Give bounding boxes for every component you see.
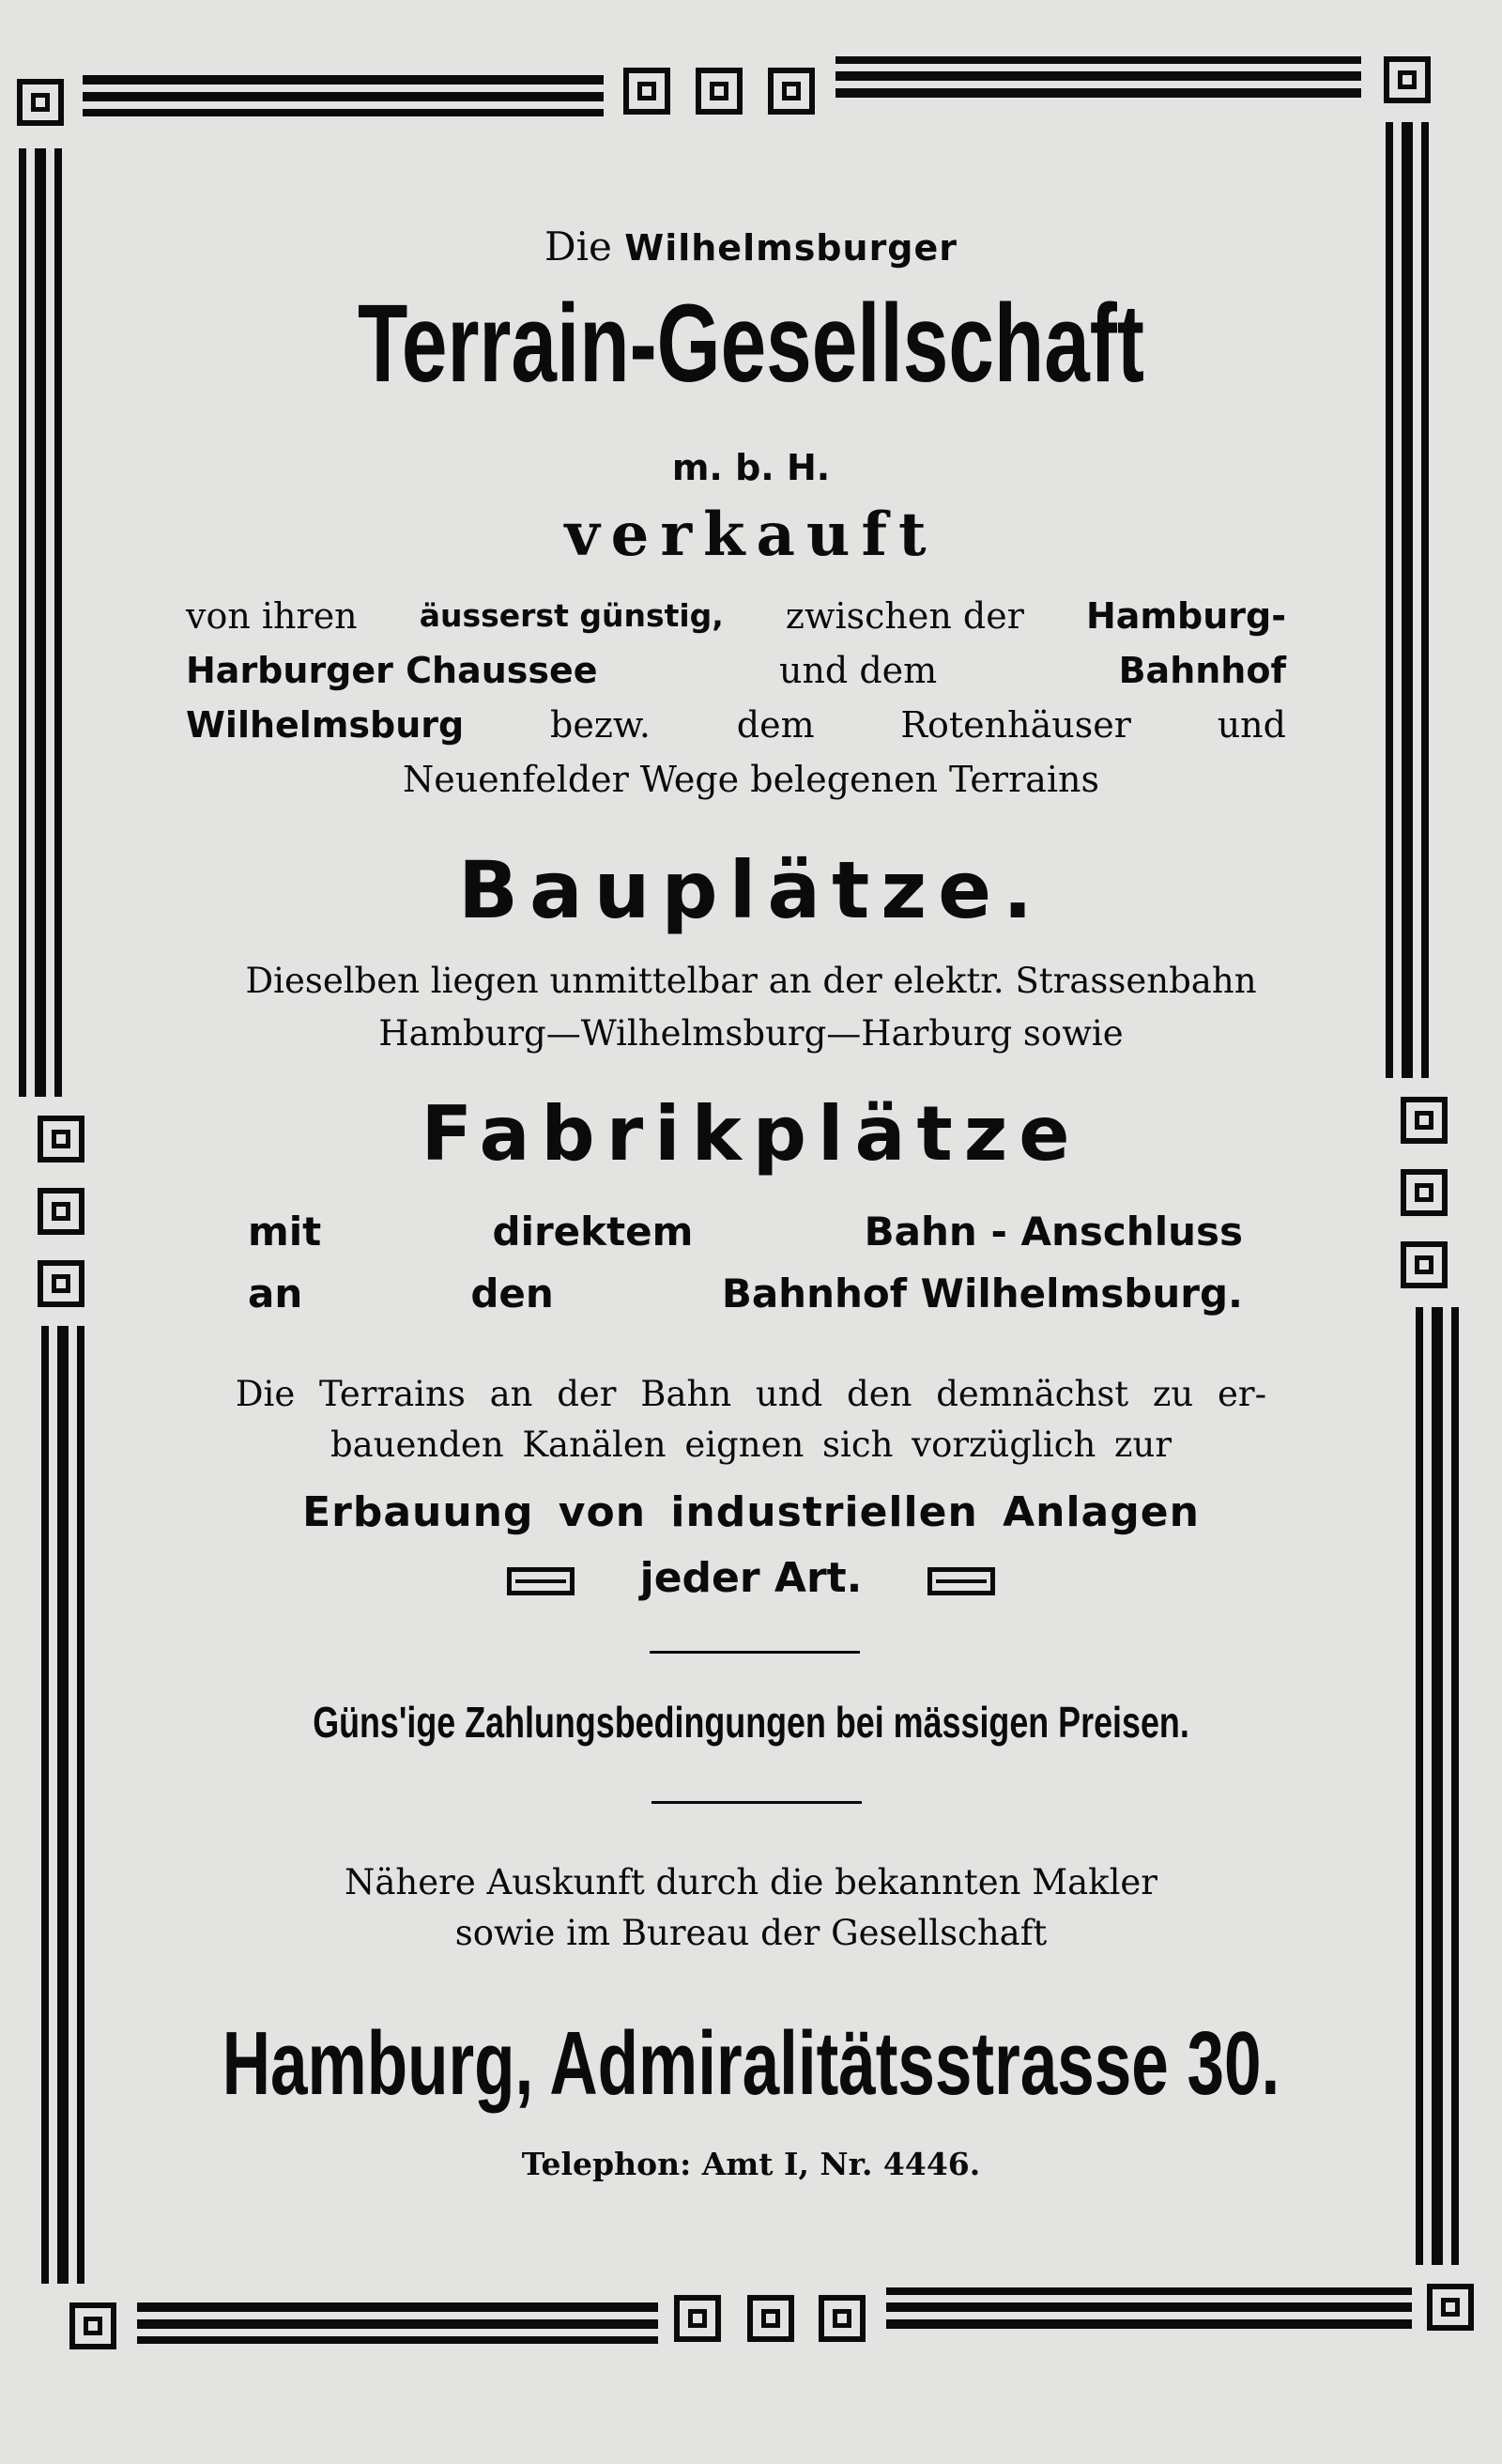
para2-line2: Hamburg—Wilhelmsburg—Harburg sowie <box>378 1013 1124 1054</box>
top-center-square-1 <box>623 68 670 115</box>
intro-prefix: Die <box>544 223 612 270</box>
para1-line3-text-a: Wilhelmsburg <box>186 704 465 746</box>
industry-line2 <box>0 1553 1502 1604</box>
intro-name: Wilhelmsburger <box>624 227 958 269</box>
rail-line1-text-a: mit <box>248 1209 322 1255</box>
para1-line3-text-d: Rotenhäuser <box>900 704 1131 746</box>
ornament-dash-right-icon <box>927 1567 995 1595</box>
para3-line2: bauenden Kanälen eignen sich vorzüglich zur <box>330 1424 1172 1465</box>
company-name: Terrain-Gesellschaft <box>358 282 1144 406</box>
info-line2: sowie im Bureau der Gesellschaft <box>454 1913 1048 1953</box>
para1-line2-text-b: und dem <box>778 650 938 691</box>
para1-line1-text-c: zwischen der <box>785 595 1024 637</box>
rail-line2 <box>248 1270 1243 1318</box>
bottom-center-square-2 <box>747 2295 794 2342</box>
left-middle-square-3 <box>38 1260 84 1307</box>
rail-line2-text-a: an <box>248 1270 303 1317</box>
bottom-center-square-3 <box>819 2295 866 2342</box>
para1-line3-text-e: und <box>1217 704 1286 746</box>
rail-line2-text-c: Bahnhof Wilhelmsburg. <box>721 1270 1243 1317</box>
corner-square-top-left <box>17 79 64 126</box>
divider-rule-2 <box>651 1801 862 1804</box>
legal-form: m. b. H. <box>671 447 831 488</box>
para1-line1-text-b: äusserst günstig, <box>419 597 724 634</box>
para1-line1 <box>186 593 1286 639</box>
rail-line1 <box>248 1208 1243 1256</box>
bottom-right-bar-rule <box>886 2287 1412 2331</box>
left-lower-bar-rule <box>41 1326 86 2284</box>
ornament-dash-left-icon <box>507 1567 575 1595</box>
para1-line2-text-a: Harburger Chaussee <box>186 650 598 691</box>
top-right-bar-rule <box>835 56 1361 100</box>
payment-terms: Güns'ige Zahlungsbedingungen bei mässigen Preisen. <box>313 1698 1189 1747</box>
rail-line1-text-b: direktem <box>492 1209 694 1255</box>
para1-line2-text-c: Bahnhof <box>1118 650 1286 691</box>
corner-square-top-right <box>1384 56 1431 103</box>
top-center-square-2 <box>696 68 743 115</box>
left-upper-bar-rule <box>19 148 64 1097</box>
divider-rule-1 <box>650 1651 860 1654</box>
top-center-square-3 <box>768 68 815 115</box>
rail-line1-text-c: Bahn - Anschluss <box>864 1209 1243 1255</box>
bottom-center-square-1 <box>674 2295 721 2342</box>
verb-verkauft: verkauft <box>564 500 938 570</box>
para1-line3 <box>186 702 1286 747</box>
rail-line2-text-b: den <box>470 1270 554 1317</box>
heading-fabrikplaetze: Fabrikplätze <box>421 1090 1081 1178</box>
info-line1: Nähere Auskunft durch die bekannten Makler <box>345 1862 1157 1902</box>
intro-line <box>0 223 1502 271</box>
para3-line1: Die Terrains an der Bahn und den demnächst zu er- <box>235 1374 1267 1414</box>
para1-line1-text-a: von ihren <box>186 595 358 637</box>
corner-square-bottom-right <box>1427 2284 1474 2331</box>
corner-square-bottom-left <box>69 2302 116 2349</box>
telephone: Telephon: Amt I, Nr. 4446. <box>521 2146 981 2182</box>
para2-line1: Dieselben liegen unmittelbar an der elektr. Strassenbahn <box>245 961 1257 1001</box>
para1-line4: Neuenfelder Wege belegenen Terrains <box>402 759 1100 800</box>
industry-line2-text: jeder Art. <box>639 1554 863 1602</box>
para1-line3-text-b: bezw. <box>550 704 651 746</box>
left-middle-square-2 <box>38 1188 84 1235</box>
address: Hamburg, Admiralitätsstrasse 30. <box>222 2013 1280 2114</box>
heading-bauplaetze: Bauplätze. <box>457 844 1045 936</box>
bottom-left-bar-rule <box>137 2302 658 2346</box>
para1-line2 <box>186 648 1286 693</box>
industry-line1: Erbauung von industriellen Anlagen <box>302 1488 1200 1536</box>
para1-line3-text-c: dem <box>736 704 815 746</box>
right-middle-square-3 <box>1401 1241 1448 1288</box>
para1-line1-text-d: Hamburg- <box>1085 595 1286 637</box>
top-left-bar-rule <box>83 75 604 118</box>
